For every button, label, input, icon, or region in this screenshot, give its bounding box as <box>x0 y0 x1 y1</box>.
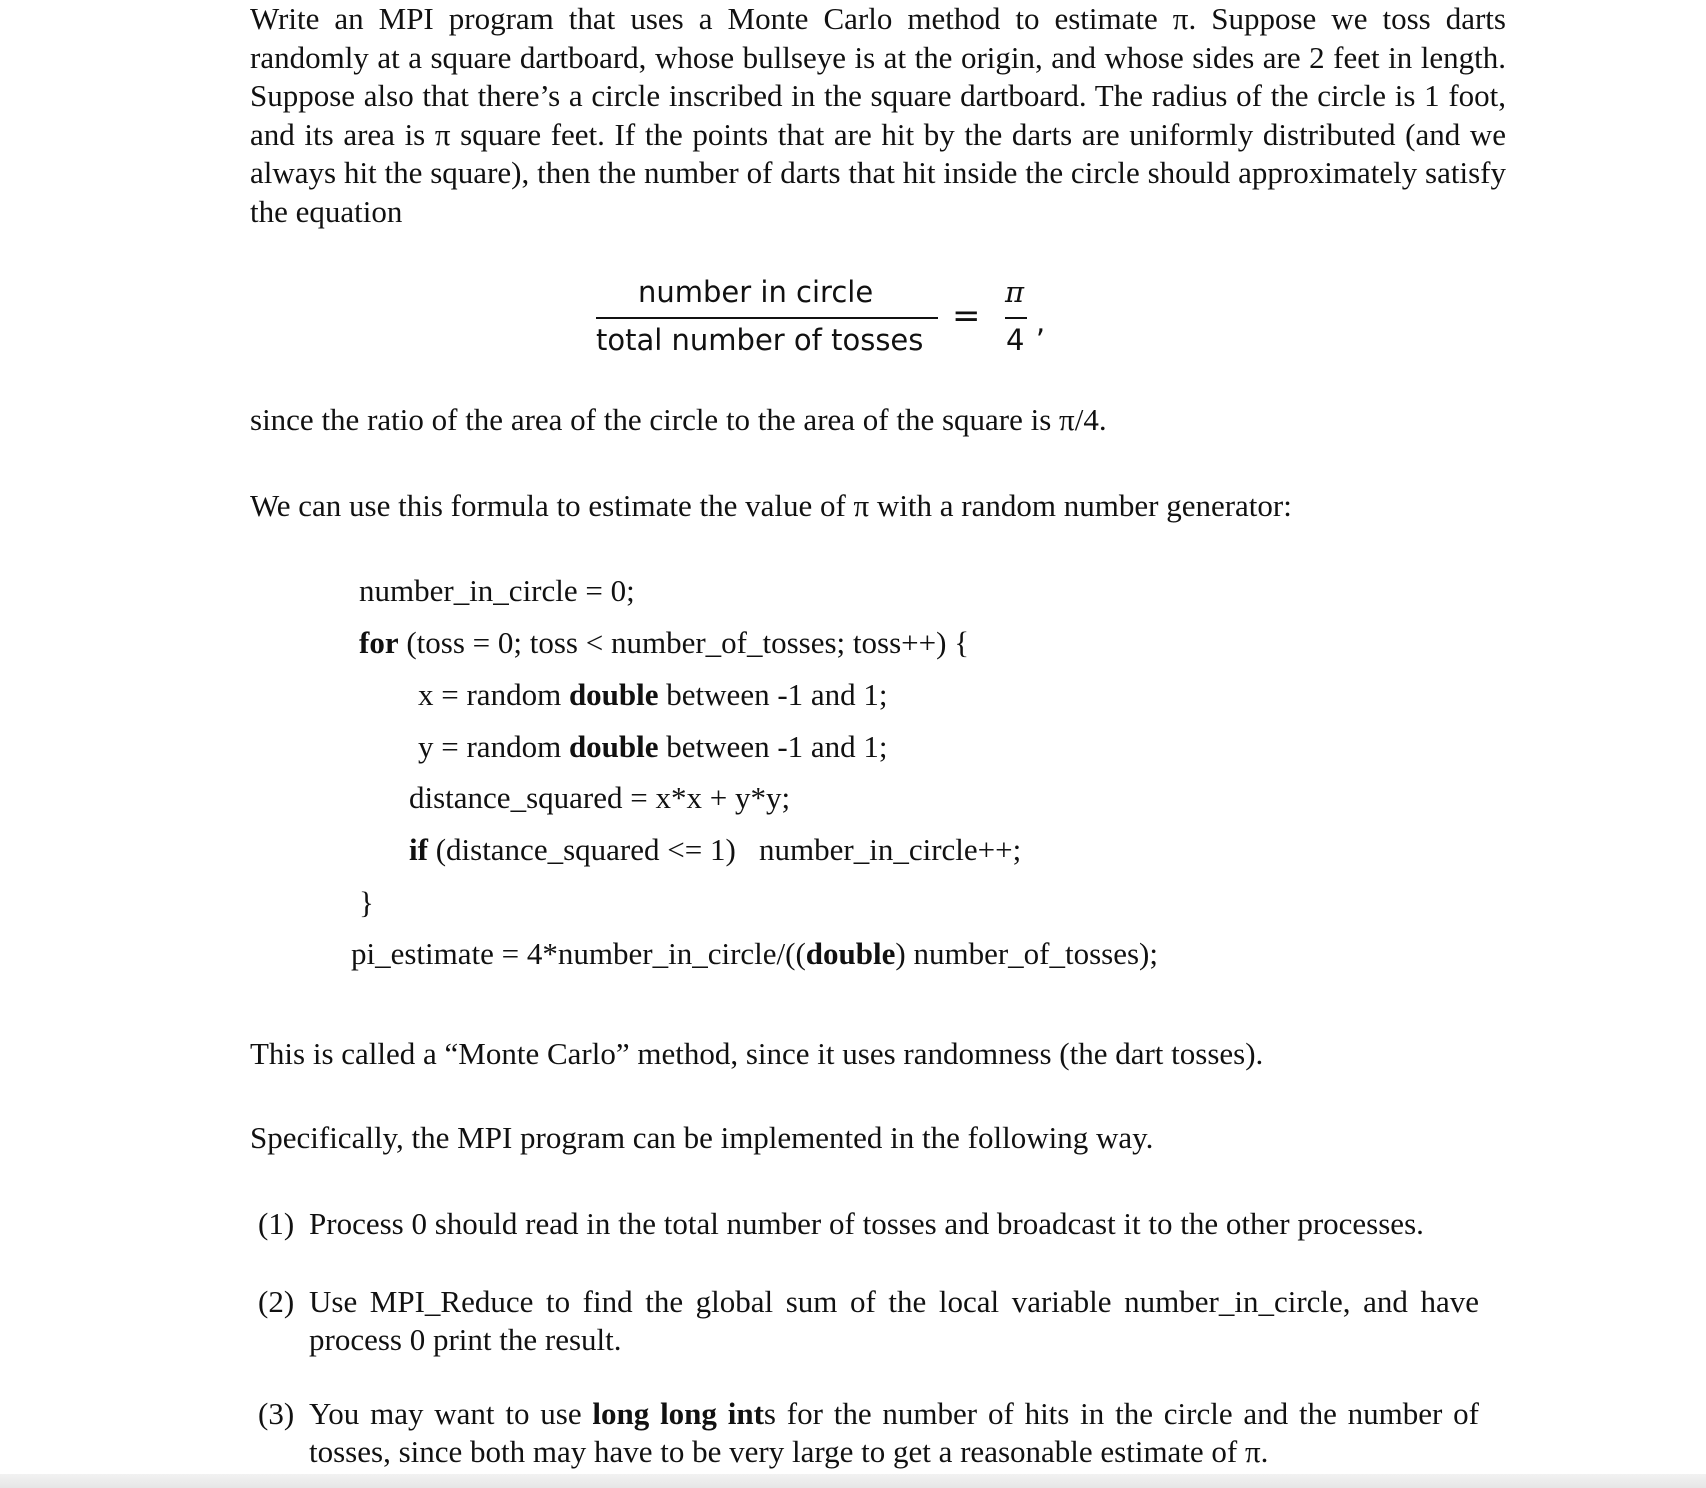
code-text: between -1 and 1; <box>658 729 888 764</box>
equation-comma: , <box>1036 305 1046 339</box>
list-number: (2) <box>258 1284 295 1319</box>
equation-numerator: number in circle <box>638 275 874 309</box>
code-line-pi-estimate <box>351 935 1158 973</box>
code-keyword: double <box>805 936 896 971</box>
list-text: Process 0 should read in the total number of tosses and broadcast it to the other processes. <box>309 1206 1424 1241</box>
pi-fraction-bar <box>1005 317 1027 319</box>
code-text: distance_squared = x*x + y*y; <box>409 780 791 815</box>
code-line-if <box>409 831 1021 869</box>
list-number: (3) <box>258 1396 295 1431</box>
code-text: } <box>359 885 374 920</box>
code-text: (toss = 0; toss < number_of_tosses; toss++) { <box>398 625 970 660</box>
list-number: (1) <box>258 1206 295 1241</box>
list-item-3 <box>258 1395 1510 1471</box>
equals-sign: = <box>952 296 981 336</box>
list-item-1 <box>258 1205 1510 1243</box>
code-line-init <box>359 572 635 610</box>
code-text: x = random <box>418 677 569 712</box>
pi-denominator: 4 <box>1006 323 1025 357</box>
list-item-2 <box>258 1283 1510 1359</box>
list-text: Use MPI_Reduce to find the global sum of the local variable number_in_circle, and have process 0 print the result. <box>309 1284 1479 1357</box>
list-text-part: You may want to use <box>309 1396 593 1431</box>
list-text <box>258 1395 1479 1471</box>
code-text: pi_estimate = 4*number_in_circle/(( <box>351 936 806 971</box>
code-text: y = random <box>418 729 569 764</box>
equation-denominator: total number of tosses <box>596 323 924 357</box>
formula-sentence: We can use this formula to estimate the value of π with a random number generator: <box>250 488 1292 523</box>
monte-carlo-sentence: This is called a “Monte Carlo” method, since it uses randomness (the dart tosses). <box>250 1036 1264 1071</box>
code-line-y <box>418 728 888 766</box>
code-keyword: if <box>409 832 428 867</box>
page-bottom-edge <box>0 1474 1706 1488</box>
pi-numerator: π <box>1005 275 1025 309</box>
code-line-close-brace <box>359 884 374 922</box>
intro-paragraph: Write an MPI program that uses a Monte Carlo method to estimate π. Suppose we toss darts randomly at a square dartboard, whose bullseye is at the origin, and whose sides are 2 feet in length. Suppose also that there’s a circle inscribed in the square dartboard. The radius of the circle is 1 foot, and its area is π square feet. If the points that are hit by the darts are uniformly distributed (and we always hit the square), then the number of darts that hit inside the circle should approximately satisfy the equation <box>250 1 1506 229</box>
specifically-sentence: Specifically, the MPI program can be implemented in the following way. <box>250 1120 1154 1155</box>
code-line-x <box>418 676 888 714</box>
code-text: (distance_squared <= 1) number_in_circle++; <box>427 832 1022 867</box>
code-keyword: double <box>568 729 659 764</box>
list-text-bold: long long int <box>592 1396 764 1431</box>
fraction-bar <box>596 317 938 319</box>
code-line-distance <box>409 779 790 817</box>
ratio-sentence: since the ratio of the area of the circle to the area of the square is π/4. <box>250 402 1107 437</box>
code-keyword: for <box>359 625 399 660</box>
code-text: ) number_of_tosses); <box>895 936 1158 971</box>
code-line-for <box>359 624 969 662</box>
list-text-part: s for the number of hits in the circle and the number of tosses, since both may have to be very large to get a reasonable estimate of π. <box>309 1396 1479 1469</box>
code-text: between -1 and 1; <box>658 677 888 712</box>
code-keyword: double <box>568 677 659 712</box>
code-text: number_in_circle = 0; <box>359 573 635 608</box>
